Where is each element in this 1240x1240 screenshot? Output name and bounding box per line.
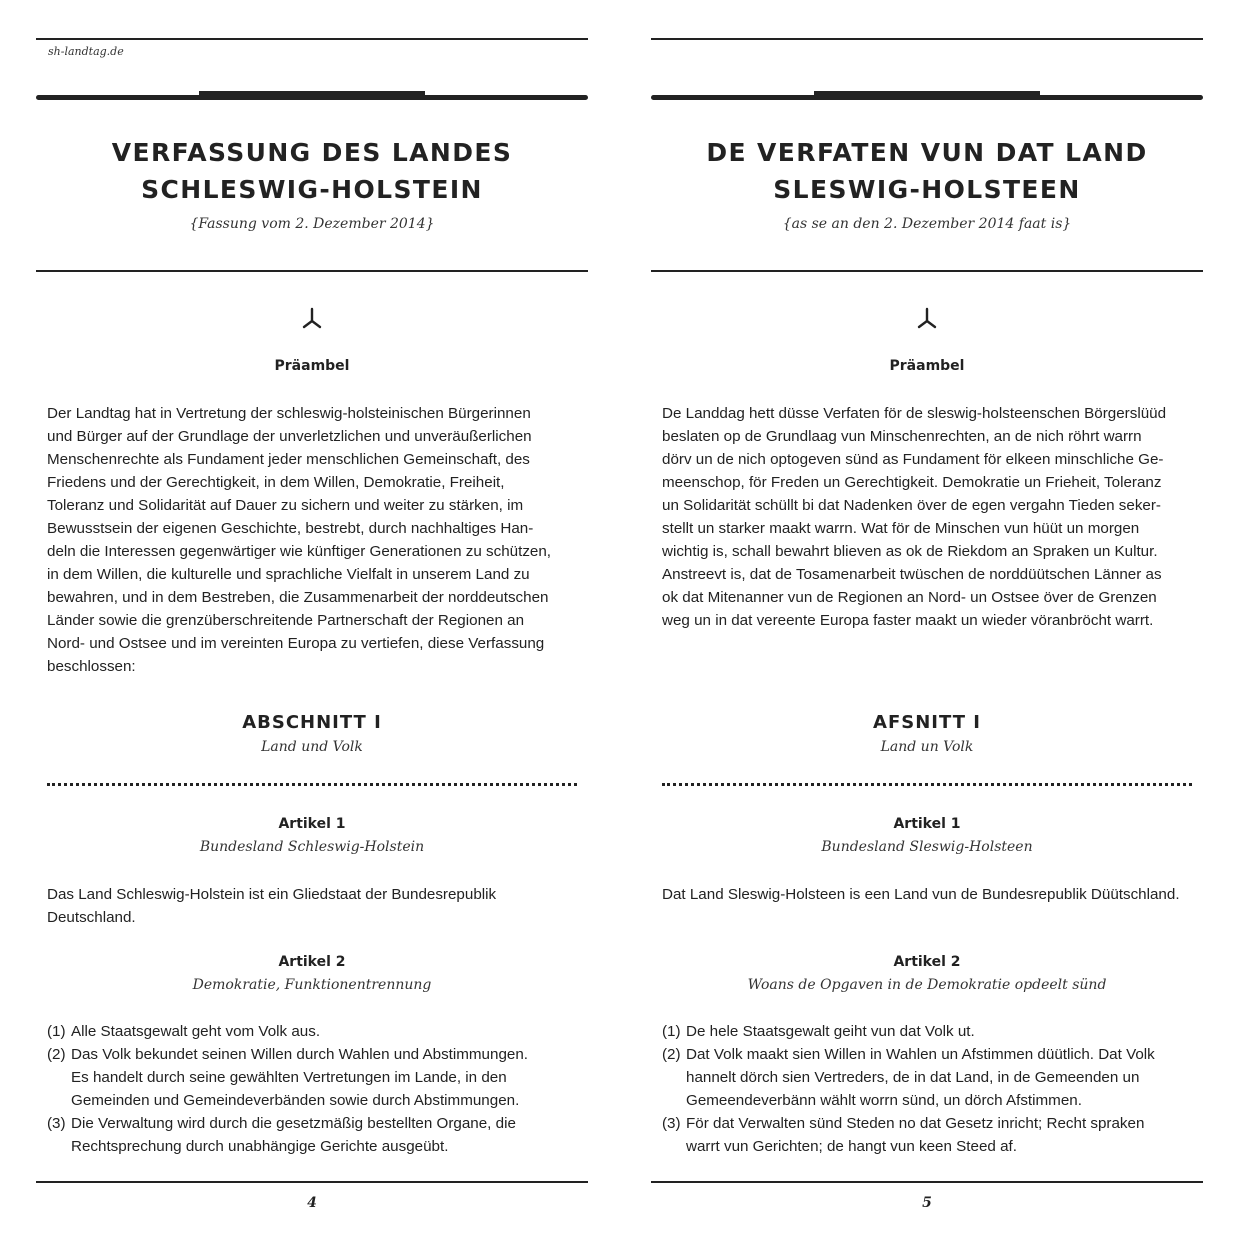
text-line: Anstreevt is, dat de Tosamenarbeit twüschen de norddüütschen Länner as [662, 566, 1162, 583]
article-1-text [47, 883, 577, 929]
text-line: Dat Land Sleswig-Holsteen is een Land vun de Bundesrepublik Düütschland. [662, 886, 1180, 903]
dotted-divider [47, 783, 577, 786]
text-line: Nord- und Ostsee und im vereinten Europa zu vertiefen, diese Verfassung [47, 635, 545, 652]
list-item [47, 1020, 577, 1043]
article-1-subtitle: Bundesland Schleswig-Holstein [199, 839, 425, 855]
footer-rule [36, 1181, 588, 1183]
text-line: meenschop, för Freden un Gerechtigkeit. Demokratie un Frieheit, Toleranz [662, 474, 1162, 491]
item-number: (3) [662, 1115, 681, 1132]
preamble-text [47, 402, 577, 678]
text-line: beslaten op de Grundlaag vun Minschenrechten, an de nich röhrt warrn [662, 428, 1142, 445]
section-title: ABSCHNITT I [242, 712, 382, 733]
right-page [651, 0, 1203, 1240]
text-line: wichtig is, schall bewahrt blieven as ok de Riekdom an Spraken un Kultur. [662, 543, 1158, 560]
text-line: weg un in dat vereente Europa faster maakt un wieder vöranbröcht warrt. [662, 612, 1154, 629]
page-number: 5 [922, 1195, 932, 1211]
item-text-line: Gemeendeverbänn wählt worrn sünd, un dörch Afstimmen. [686, 1092, 1082, 1109]
list-item [47, 1043, 577, 1112]
top-rule [36, 38, 588, 40]
item-text-line: Rechtsprechung durch unabhängige Gerichte ausgeübt. [71, 1138, 449, 1155]
site-url[interactable]: sh-landtag.de [48, 45, 124, 58]
text-line: ok dat Mitenanner vun de Regionen an Nord- un Ostsee över de Grenzen [662, 589, 1157, 606]
article-2-subtitle: Demokratie, Funktionentrennung [192, 977, 432, 993]
fleuron-icon [913, 307, 941, 331]
text-line: dörv un de nich optogeven sünd as Fundament för elkeen minschliche Ge- [662, 451, 1164, 468]
article-1-text [662, 883, 1192, 906]
list-item [662, 1020, 1192, 1043]
text-line: Deutschland. [47, 909, 136, 926]
item-text-line: För dat Verwalten sünd Steden no dat Gesetz inricht; Recht spraken [686, 1115, 1145, 1132]
document-title: DE VERFATEN VUN DAT LAND [706, 138, 1148, 167]
item-text-line: Es handelt durch seine gewählten Vertretungen im Lande, in den [71, 1069, 507, 1086]
section-title: AFSNITT I [873, 712, 981, 733]
item-number: (2) [662, 1046, 681, 1063]
item-text-line: Alle Staatsgewalt geht vom Volk aus. [71, 1023, 321, 1040]
text-line: Der Landtag hat in Vertretung der schleswig-holsteinischen Bürgerinnen [47, 405, 531, 422]
document-subtitle: {Fassung vom 2. Dezember 2014} [189, 216, 435, 232]
item-text-line: Gemeinden und Gemeindeverbänden sowie durch Abstimmungen. [71, 1092, 520, 1109]
dotted-divider [662, 783, 1192, 786]
text-line: in dem Willen, die kulturelle und sprachliche Vielfalt in unserem Land zu [47, 566, 530, 583]
article-2-list [662, 1020, 1192, 1158]
text-line: Menschenrechte als Fundament jeder menschlichen Gemeinschaft, des [47, 451, 530, 468]
text-line: Friedens und der Gerechtigkeit, in dem Willen, Demokratie, Freiheit, [47, 474, 505, 491]
footer-rule [651, 1181, 1203, 1183]
text-line: bewahren, und in dem Bestreben, die Zusammenarbeit der norddeutschen [47, 589, 549, 606]
item-number: (1) [47, 1023, 66, 1040]
article-1-title: Artikel 1 [278, 816, 346, 832]
text-line: un Solidarität schüllt bi dat Nadenken över de egen vergahn Tieden seker- [662, 497, 1161, 514]
text-line: Toleranz und Solidarität auf Dauer zu sichern und weiter zu stärken, im [47, 497, 524, 514]
item-text-line: hannelt dörch sien Vertreders, de in dat Land, in de Gemeenden un [686, 1069, 1140, 1086]
item-number: (2) [47, 1046, 66, 1063]
fleuron-icon [298, 307, 326, 331]
item-number: (3) [47, 1115, 66, 1132]
text-line: beschlossen: [47, 658, 136, 675]
left-page [36, 0, 588, 1240]
section-subtitle: Land und Volk [261, 739, 363, 755]
text-line: Länder sowie die grenzüberschreitende Partnerschaft der Regionen an [47, 612, 525, 629]
list-item [662, 1043, 1192, 1112]
text-line: Bewusstsein der eigenen Geschichte, bestrebt, durch nachhaltiges Han- [47, 520, 534, 537]
preamble-heading: Präambel [889, 358, 965, 374]
preamble-text [662, 402, 1192, 632]
article-1-title: Artikel 1 [893, 816, 961, 832]
page-number: 4 [307, 1195, 317, 1211]
item-text-line: Dat Volk maakt sien Willen in Wahlen un Afstimmen düütlich. Dat Volk [686, 1046, 1155, 1063]
article-1-subtitle: Bundesland Sleswig-Holsteen [821, 839, 1033, 855]
text-line: und Bürger auf der Grundlage der unverletzlichen und unveräußerlichen [47, 428, 532, 445]
article-2-list [47, 1020, 577, 1158]
header-rule [36, 95, 588, 100]
item-number: (1) [662, 1023, 681, 1040]
document-subtitle: {as se an den 2. Dezember 2014 faat is} [782, 216, 1072, 232]
text-line: deln die Interessen gegenwärtiger wie künftiger Generationen zu schützen, [47, 543, 552, 560]
article-2-subtitle: Woans de Opgaven in de Demokratie opdeelt sünd [747, 977, 1107, 993]
title-rule [36, 270, 588, 272]
item-text-line: Die Verwaltung wird durch die gesetzmäßig bestellten Organe, die [71, 1115, 516, 1132]
document-title: VERFASSUNG DES LANDES [111, 138, 513, 167]
document-title-line2: SLESWIG-HOLSTEEN [773, 175, 1081, 204]
document-title-line2: SCHLESWIG-HOLSTEIN [141, 175, 483, 204]
text-line: stellt un starker maakt warrn. Wat för de Minschen vun hüüt un morgen [662, 520, 1140, 537]
title-rule [651, 270, 1203, 272]
item-text-line: Das Volk bekundet seinen Willen durch Wahlen und Abstimmungen. [71, 1046, 529, 1063]
item-text-line: De hele Staatsgewalt geiht vun dat Volk ut. [686, 1023, 975, 1040]
list-item [662, 1112, 1192, 1158]
article-2-title: Artikel 2 [893, 954, 961, 970]
text-line: De Landdag hett düsse Verfaten för de sleswig-holsteenschen Börgerslüüd [662, 405, 1167, 422]
top-rule [651, 38, 1203, 40]
section-subtitle: Land un Volk [880, 739, 974, 755]
header-rule [651, 95, 1203, 100]
preamble-heading: Präambel [274, 358, 350, 374]
item-text-line: warrt vun Gerichten; de hangt vun keen Steed af. [686, 1138, 1017, 1155]
list-item [47, 1112, 577, 1158]
article-2-title: Artikel 2 [278, 954, 346, 970]
text-line: Das Land Schleswig-Holstein ist ein Gliedstaat der Bundesrepublik [47, 886, 497, 903]
